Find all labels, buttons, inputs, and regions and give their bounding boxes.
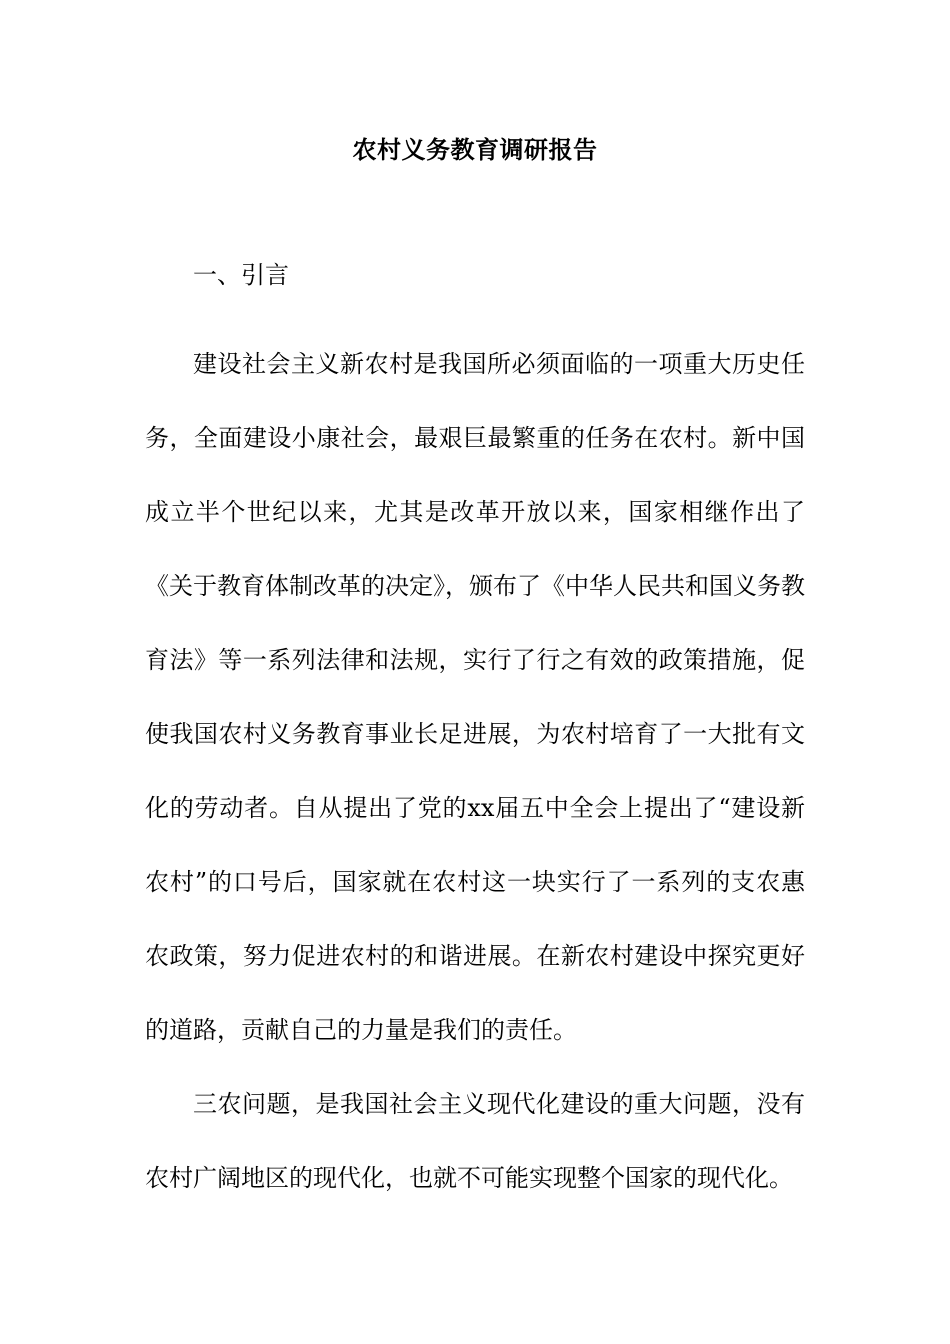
document-title: 农村义务教育调研报告 bbox=[352, 135, 598, 164]
paragraph-three-rural-issues: 三农问题，是我国社会主义现代化建设的重大问题，没有农村广阔地区的现代化，也就不可能实现整个国家的现代化。 bbox=[145, 1090, 805, 1192]
document-body bbox=[145, 253, 805, 1215]
paragraph-intro: 建设社会主义新农村是我国所必须面临的一项重大历史任务，全面建设小康社会，最艰巨最繁重的任务在农村。新中国成立半个世纪以来，尤其是改革开放以来，国家相继作出了《关于教育体制改革的决定》，颁布了《中华人民共和国义务教育法》等一系列法律和法规，实行了行之有效的政策措施，促使我国农村义务教育事业长足进展，为农村培育了一大批有文化的劳动者。自从提出了党的xx届五中全会上提出了“建设新农村”的口号后，国家就在农村这一块实行了一系列的支农惠农政策，努力促进农村的和谐进展。在新农村建设中探究更好的道路，贡献自己的力量是我们的责任。 bbox=[145, 350, 805, 1044]
section-heading: 一、引言 bbox=[193, 261, 289, 289]
